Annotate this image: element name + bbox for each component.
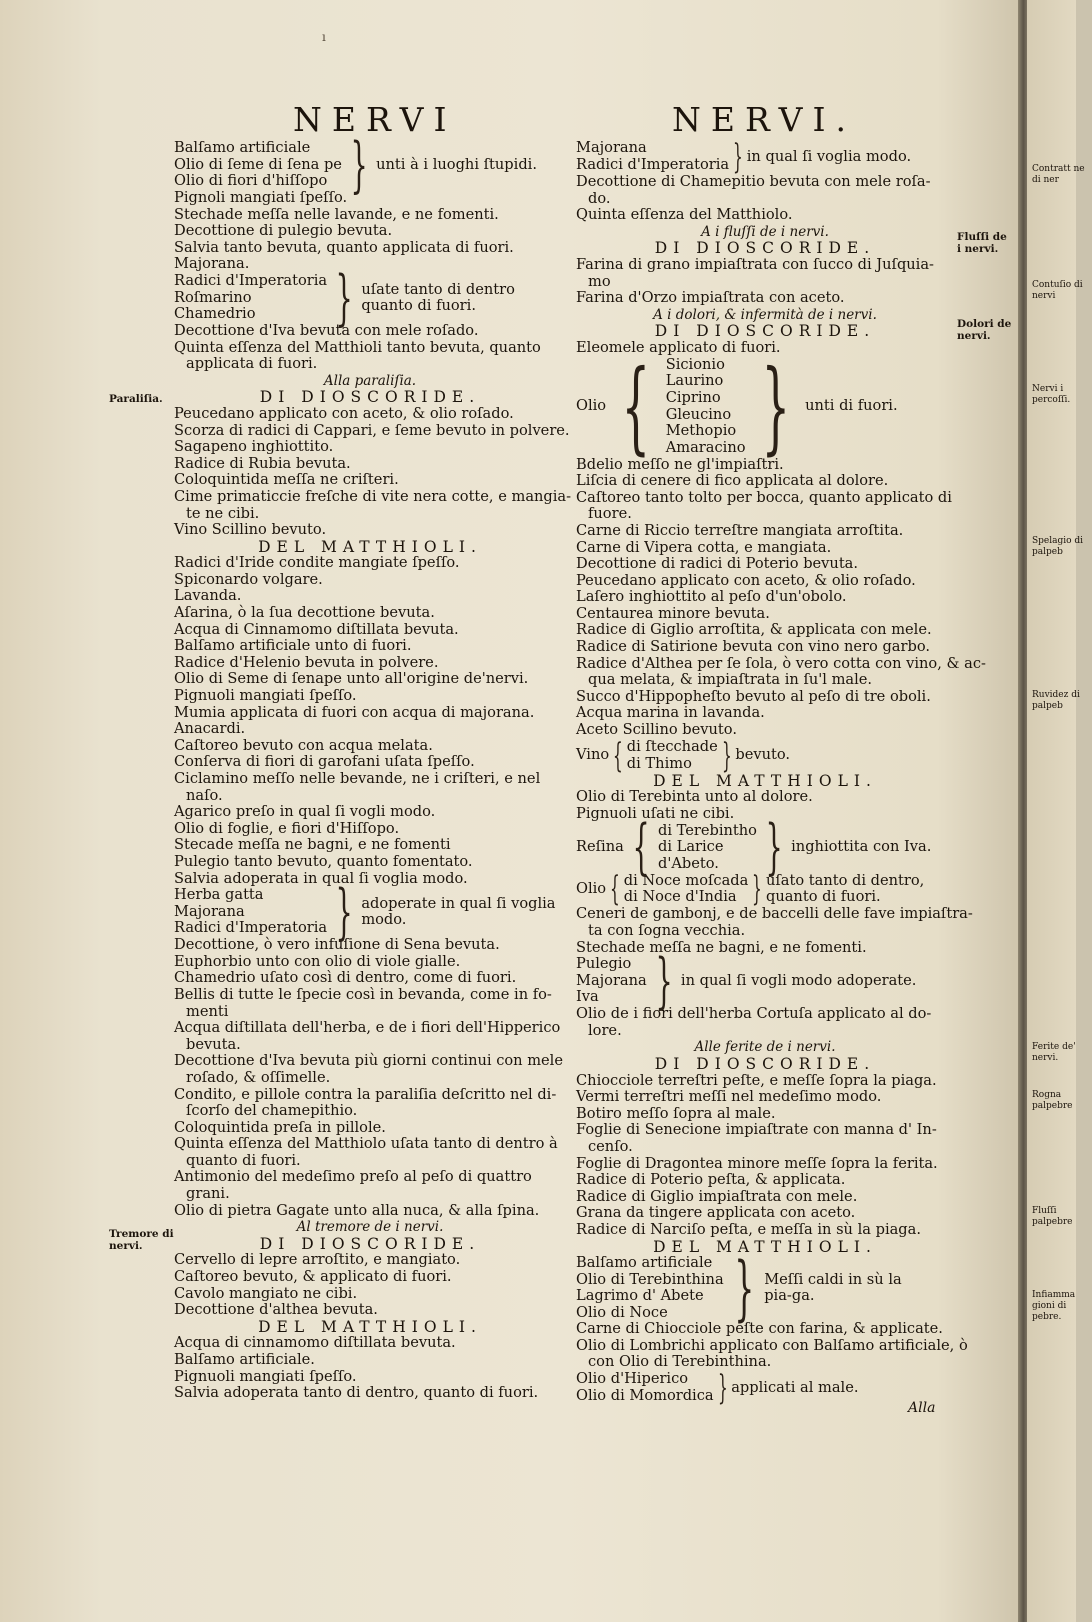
group-item: Ciprino (665, 388, 721, 406)
text-line: con Olio di Terebinthina. (588, 1353, 772, 1371)
text-line: Quinta eſſenza del Matthiolo. (576, 206, 793, 224)
section-title: DEL MATTHIOLI. (653, 771, 877, 790)
text-block (576, 455, 986, 739)
text-line: Grana da tingere applicata con aceto. (576, 1204, 856, 1222)
group-text: in qual ſi voglia modo. (746, 147, 912, 165)
group-text: adoperate in qual ſi voglia modo. (361, 895, 556, 929)
text-line: Carne di Chiocciole peſte con farina, & applicate. (576, 1320, 943, 1338)
group-text: inghiottita con Iva. (791, 838, 932, 856)
next-page-note: Nervi i percoſſi. (1032, 384, 1071, 405)
bracket-items (576, 1371, 714, 1404)
group-item: Lagrimo d' Abete (576, 1287, 704, 1305)
group-item: Olio di Terebinthina (576, 1270, 724, 1288)
brace-icon: { (632, 812, 650, 883)
text-line: Bellis di tutte le ſpecie così in bevanda, come in fo- (174, 985, 552, 1003)
text-line: Salvia adoperata in qual ſi voglia modo. (174, 869, 468, 887)
bracket-items (174, 140, 342, 190)
subsection-title: Alle ferite de i nervi. (694, 1039, 836, 1056)
text-line: Farina d'Orzo impiaſtrata con aceto. (576, 289, 845, 307)
text-line: Coloquintida meſſa ne criſteri. (174, 471, 399, 489)
group-text: Meſſi caldi in sù la pia-ga. (764, 1271, 902, 1305)
text-line: Caſtoreo bevuto con acqua melata. (174, 736, 433, 754)
text-line: Pignuoli uſati ne cibi. (576, 804, 735, 822)
text-block (174, 555, 566, 887)
brace-icon: { (621, 347, 651, 465)
text-line: Decottione di pulegio bevuta. (174, 222, 393, 240)
text-line: fuore. (588, 505, 632, 523)
text-line: Stechade meſſa ne bagni, e ne fomenti. (576, 938, 867, 956)
text-block (576, 257, 954, 307)
text-line: Peucedano applicato con aceto, & olio roſado. (576, 571, 916, 589)
text-line: mo (588, 272, 611, 290)
margin-note-dolori: Dolori de nervi. (957, 318, 1012, 342)
text-line: Decottione d'Iva bevuta con mele roſado. (174, 321, 479, 339)
text-line: Euphorbio unto con olio di viole gialle. (174, 952, 461, 970)
text-line: te ne cibi. (186, 504, 260, 522)
text-line: Stechade meſſa nelle lavande, e ne fomenti. (174, 205, 499, 223)
group-item: Majorana (576, 971, 647, 989)
group-text: unti à i luoghi ſtupidi. (376, 155, 537, 173)
next-page-note: Ruvidez di palpeb (1032, 690, 1080, 711)
text-block (576, 1320, 968, 1371)
text-line: grani. (186, 1185, 230, 1203)
brace-icon: } (721, 735, 732, 776)
text-line: Radice di Rubia bevuta. (174, 454, 351, 472)
text-line: Condito, e pillole contra la paraliſia deſcritto nel di- (174, 1085, 557, 1103)
subsection-title: Alla paraliſia. (323, 372, 417, 389)
text-line: Decottione di radici di Poterio bevuta. (576, 555, 859, 573)
bracket-items (174, 887, 327, 937)
text-block (576, 1073, 954, 1239)
text-line: Stecade meſſa ne bagni, e ne fomenti (174, 836, 451, 854)
text-line: Pignuoli mangiati ſpeſſo. (174, 1367, 357, 1385)
next-page-edge (1027, 0, 1085, 1622)
left-column (174, 130, 572, 1402)
group-label: Reſina (576, 838, 624, 856)
text-line: Acqua di Cinnamomo diſtillata bevuta. (174, 620, 459, 638)
text-line: Balſamo artificiale unto di fuori. (174, 637, 412, 655)
margin-note-flussi: Fluſſi de i nervi. (957, 231, 1007, 255)
text-line: Radice d'Althea per ſe ſola, ò vero cotta con vino, & ac- (576, 654, 986, 672)
text-line: Pignoli mangiati ſpeſſo. (174, 189, 348, 206)
text-line: Quinta eſſenza del Matthiolo uſata tanto di dentro à (174, 1135, 558, 1153)
text-line: Antimonio del medeſimo preſo al peſo di quattro (174, 1168, 532, 1186)
text-block (576, 174, 954, 224)
text-line: Carne di Vipera cotta, e mangiata. (576, 538, 832, 556)
group-item: Balſamo artificiale (576, 1253, 713, 1271)
text-line: Olio di Terebinta unto al dolore. (576, 788, 813, 806)
brace-icon: } (335, 262, 353, 333)
text-line: Radice di Giglio arroſtita, & applicata con mele. (576, 621, 932, 639)
text-line: Acqua marina in lavanda. (576, 704, 765, 722)
text-line: Caſtoreo bevuto, & applicato di fuori. (174, 1268, 452, 1286)
section-title: DI DIOSCORIDE. (654, 322, 876, 341)
group-item: Gleucino (665, 405, 732, 423)
subsection-title: A i dolori, & infermità de i nervi. (653, 306, 877, 323)
text-block (174, 404, 572, 539)
text-line: Bdelio meſſo ne gl'impiaſtri. (576, 455, 784, 473)
text-line: applicata di fuori. (186, 355, 318, 373)
text-line: Decottione di Chamepitio bevuta con mele roſa- (576, 173, 931, 190)
text-line: Olio di pietra Gagate unto alla nuca, & alla ſpina. (174, 1201, 540, 1219)
group-item: di ſtecchade (626, 738, 718, 756)
group-label: Olio (576, 880, 607, 898)
bracket-items (174, 273, 327, 323)
group-item: Radici d'Imperatoria (576, 156, 730, 173)
left-running-head: NERVI (293, 100, 457, 139)
group-item: di Noce d'India (623, 888, 737, 906)
bracket-items (576, 956, 647, 1006)
text-line: Decottione, ò vero infuſione di Sena bevuta. (174, 936, 500, 954)
text-line: Farina di grano impiaſtrata con ſucco di Juſquia- (576, 255, 934, 273)
text-line: roſado, & oſſimelle. (186, 1068, 331, 1086)
text-line: Olio di foglie, e fiori d'Hiſſopo. (174, 819, 400, 837)
group-text: bevuto. (735, 746, 791, 764)
text-line: Olio di Lombrichi applicato con Balſamo artificiale, ò (576, 1336, 968, 1354)
brace-icon: } (765, 812, 783, 883)
text-line: ta con ſogna vecchia. (588, 922, 746, 939)
text-line: Botiro meſſo ſopra al male. (576, 1104, 776, 1122)
bracket-group (576, 735, 954, 776)
text-line: Vermi terreſtri meſſi nel medeſimo modo. (576, 1088, 882, 1106)
group-item: Sicionio (665, 355, 725, 373)
group-item: Olio d'Hiperico (576, 1370, 689, 1388)
text-line: cenſo. (588, 1137, 633, 1155)
text-line: Radice di Poterio peſta, & applicata. (576, 1171, 846, 1189)
group-item: Herba gatta (174, 886, 264, 904)
text-line: Eleomele applicato di fuori. (576, 338, 781, 356)
text-line: Chiocciole terreſtri peſte, e meſſe ſopra la piaga. (576, 1071, 937, 1089)
brace-icon: } (733, 137, 743, 177)
text-line: Vino Scillino bevuto. (174, 521, 327, 539)
margin-note-paralisia: Paraliſia. (109, 393, 163, 405)
text-line: Aſarina, ò la ſua decottione bevuta. (174, 604, 435, 622)
text-line: Olio de i fiori dell'herba Cortuſa applicato al do- (576, 1005, 932, 1023)
text-line: Majorana. (174, 255, 250, 273)
book-gutter (1018, 0, 1027, 1622)
group-item: Amaracino (665, 438, 746, 456)
group-item: Olio di fiori d'hiſſopo (174, 172, 328, 190)
page-mark: ı (322, 30, 326, 44)
text-line: Ceneri de gambonj, e de baccelli delle fave impiaſtra- (576, 905, 973, 923)
section-title: DEL MATTHIOLI. (653, 1237, 877, 1256)
text-block (174, 190, 566, 273)
group-item: d'Abeto. (657, 854, 719, 872)
bracket-items (627, 739, 718, 772)
section-title: DI DIOSCORIDE. (259, 388, 481, 407)
text-block (174, 1252, 566, 1318)
text-line: Foglie di Senecione impiaſtrate con manna d' In- (576, 1121, 937, 1139)
text-line: Radice d'Helenio bevuta in polvere. (174, 653, 439, 671)
text-line: Lavanda. (174, 587, 242, 605)
text-line: naſo. (186, 786, 223, 804)
bracket-group (576, 137, 954, 177)
text-line: Salvia tanto bevuta, quanto applicata di fuori. (174, 238, 514, 256)
text-line: Liſcia di cenere di fico applicata al dolore. (576, 472, 889, 490)
section-title: DEL MATTHIOLI. (258, 537, 482, 556)
text-block (576, 905, 973, 956)
text-line: Cavolo mangiato ne cibi. (174, 1284, 358, 1302)
group-item: Laurino (665, 372, 724, 390)
group-item: Methopio (665, 422, 737, 440)
group-item: di Thimo (626, 754, 692, 772)
subsection-title: A i fluſſi de i nervi. (701, 223, 829, 240)
text-line: Balſamo artificiale. (174, 1351, 315, 1368)
brace-icon: } (733, 1247, 754, 1330)
bracket-items (576, 1255, 724, 1321)
text-line: Cervello di lepre arroſtito, e mangiato. (174, 1251, 461, 1269)
group-item: Olio di Momordica (576, 1386, 714, 1404)
text-line: Foglie di Dragontea minore meſſe ſopra la ferita. (576, 1154, 938, 1172)
text-line: Sagapeno inghiottito. (174, 438, 334, 456)
next-page-note: Contuſio di nervi (1032, 280, 1083, 301)
group-text: uſato tanto di dentro, quanto di fuori. (765, 872, 925, 906)
group-item: Pulegio (576, 955, 632, 973)
text-line: lore. (588, 1021, 622, 1039)
text-line: Carne di Riccio terreſtre mangiata arroſtita. (576, 521, 904, 539)
section-title: DI DIOSCORIDE. (654, 1054, 876, 1073)
text-line: Acqua diſtillata dell'herba, e de i fiori dell'Hipperico (174, 1019, 561, 1037)
text-line: Radice di Narciſo peſta, e meſſa in sù la piaga. (576, 1220, 921, 1238)
text-line: do. (588, 189, 611, 207)
text-line: Spiconardo volgare. (174, 570, 323, 588)
text-line: Laſero inghiottito al peſo d'un'obolo. (576, 588, 847, 606)
text-block (174, 323, 566, 373)
text-line: Cime primaticcie freſche di vite nera cotte, e mangia- (174, 487, 572, 505)
text-line: Aceto Scillino bevuto. (576, 721, 737, 739)
text-line: Chamedrio uſato così di dentro, come di fuori. (174, 969, 517, 987)
section-title: DEL MATTHIOLI. (258, 1317, 482, 1336)
catchword: Alla (908, 1400, 936, 1416)
group-label: Vino (576, 746, 610, 764)
next-page-note: Rogna palpebre (1032, 1090, 1073, 1111)
text-line: Caſtoreo tanto tolto per bocca, quanto applicato di (576, 488, 952, 506)
group-item: di Noce moſcada (623, 871, 749, 889)
text-line: quanto di fuori. (186, 1151, 301, 1169)
text-line: Pulegio tanto bevuto, quanto fomentato. (174, 852, 473, 870)
text-line: Olio di Seme di ſenape unto all'origine de'nervi. (174, 670, 529, 688)
bracket-items (666, 357, 746, 457)
next-page-note: Fluſſi palpebre (1032, 1206, 1073, 1227)
text-line: Pignuoli mangiati ſpeſſo. (174, 687, 357, 705)
group-item: Chamedrio (174, 305, 256, 323)
text-line: Ciclamino meſſo nelle bevande, ne i criſteri, e nel (174, 770, 541, 787)
brace-icon: { (610, 869, 620, 910)
brace-icon: } (752, 869, 763, 910)
group-item: Balſamo artificiale (174, 139, 311, 157)
brace-icon: } (760, 347, 790, 465)
text-line: Radici d'Iride condite mangiate ſpeſſo. (174, 554, 460, 572)
group-label: Olio (576, 397, 607, 415)
text-line: Succo d'Hippopheſto bevuto al peſo di tre oboli. (576, 687, 931, 705)
text-line: Radice di Giglio impiaſtrata con mele. (576, 1187, 858, 1205)
group-item: Radici d'Imperatoria (174, 272, 328, 290)
text-line: bevuta. (186, 1035, 241, 1053)
text-line: ſcorſo del chamepithio. (186, 1102, 358, 1120)
section-title: DI DIOSCORIDE. (654, 239, 876, 258)
brace-icon: } (335, 877, 353, 948)
text-block (576, 1006, 954, 1039)
text-line: Scorza di radici di Cappari, e ſeme bevuto in polvere. (174, 421, 570, 439)
brace-icon: } (717, 1367, 728, 1408)
group-item: di Larice (657, 838, 724, 856)
next-page-note: Contratt ne di ner (1032, 164, 1085, 185)
group-item: Roſmarino (174, 288, 252, 306)
next-page-note: Ferite de' nervi. (1032, 1042, 1076, 1063)
text-line: Peucedano applicato con aceto, & olio roſado. (174, 404, 514, 422)
group-item: Majorana (174, 902, 245, 920)
text-line: Decottione d'althea bevuta. (174, 1301, 378, 1319)
group-item: Iva (576, 988, 599, 1006)
group-item: di Terebintho (657, 821, 757, 839)
text-line: Agarico preſo in qual ſi vogli modo. (174, 803, 436, 821)
text-line: Centaurea minore bevuta. (576, 604, 770, 622)
group-text: uſate tanto di dentro quanto di fuori. (361, 280, 515, 314)
text-line: menti (186, 1002, 229, 1020)
text-line: qua melata, & impiaſtrata in ſu'l male. (588, 671, 873, 689)
bracket-items (576, 140, 729, 173)
group-item: Majorana (576, 139, 647, 157)
text-line: Decottione d'Iva bevuta più giorni continui con mele (174, 1052, 563, 1070)
group-item: Olio di Noce (576, 1303, 668, 1321)
section-title: DI DIOSCORIDE. (259, 1234, 481, 1253)
group-text: unti di fuori. (805, 397, 898, 415)
text-line: Coloquintida preſa in pillole. (174, 1118, 386, 1136)
text-line: Anacardi. (174, 720, 246, 738)
text-block (174, 1335, 566, 1401)
group-item: Olio di ſeme di ſena pe (174, 155, 342, 173)
text-block (174, 937, 566, 1219)
text-line: Acqua di cinnamomo diſtillata bevuta. (174, 1334, 456, 1352)
next-page-note: Infiamma gioni di pebre. (1032, 1290, 1076, 1322)
text-line: Mumia applicata di fuori con acqua di majorana. (174, 703, 535, 721)
group-text: in qual ſi vogli modo adoperate. (680, 971, 917, 989)
text-line: Radice di Satirione bevuta con vino nero garbo. (576, 638, 930, 656)
brace-icon: } (350, 130, 368, 200)
bracket-items (658, 823, 757, 873)
text-line: Quinta eſſenza del Matthioli tanto bevuta, quanto (174, 338, 541, 356)
brace-icon: { (613, 735, 623, 776)
group-text: applicati al male. (731, 1378, 859, 1396)
text-line: Conſerva di fiori di garofani uſata ſpeſſo. (174, 753, 475, 771)
next-page-note: Spelagio di palpeb (1032, 536, 1084, 557)
margin-note-tremore: Tremore di nervi. (109, 1228, 174, 1252)
right-running-head: NERVI. (672, 100, 856, 139)
subsection-title: Al tremore de i nervi. (296, 1219, 444, 1236)
brace-icon: } (655, 946, 673, 1017)
group-item: Radici d'Imperatoria (174, 919, 328, 937)
text-line: Salvia adoperata tanto di dentro, quanto di fuori. (174, 1384, 539, 1402)
